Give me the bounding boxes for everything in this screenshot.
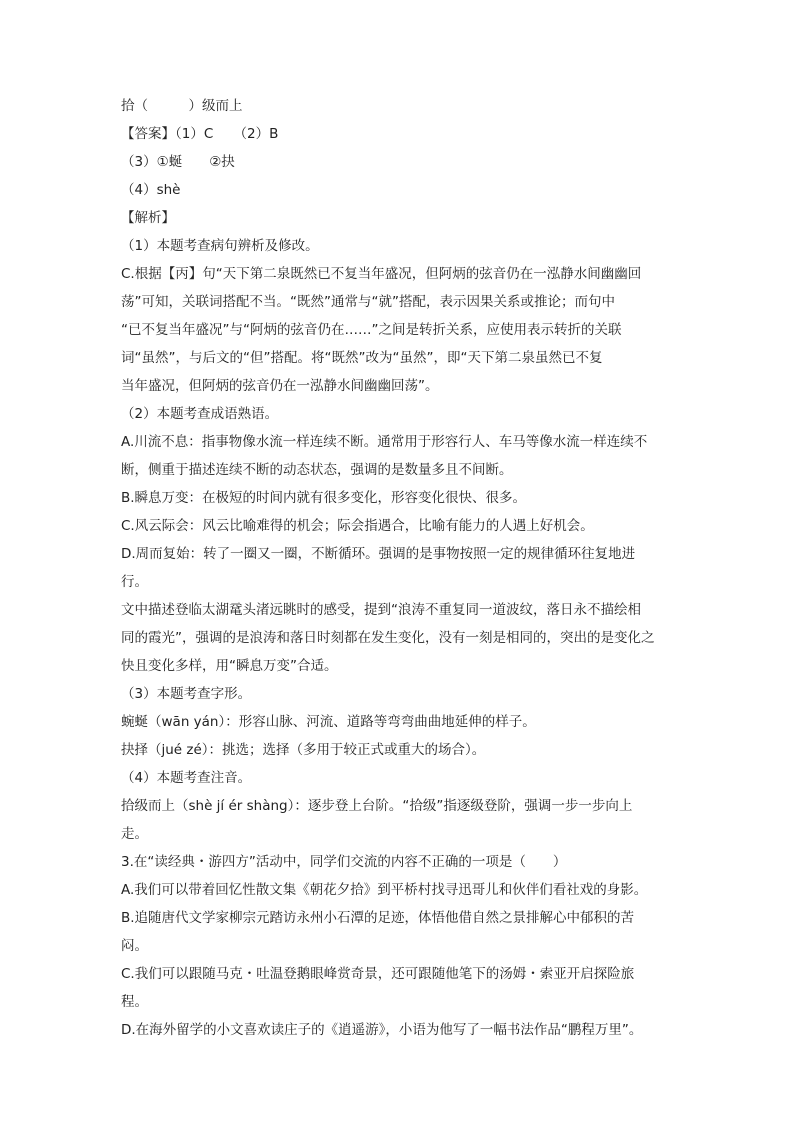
option-c: C.我们可以跟随马克・吐温登鹅眼峰赏奇景，还可跟随他笔下的汤姆・索亚开启探险旅 bbox=[121, 966, 635, 982]
text-line: 拾级而上（shè jí ér shàng）：逐步登上台阶。“拾级”指逐级登阶，强调一步一步向上 bbox=[121, 798, 633, 814]
text-line: C.根据【丙】句“天下第二泉既然已不复当年盛况，但阿炳的弦音仍在一泓静水间幽幽回 bbox=[121, 266, 642, 282]
text-line: A.川流不息：指事物像水流一样连续不断。通常用于形容行人、车马等像水流一样连续不 bbox=[121, 434, 648, 450]
option-d: D.在海外留学的小文喜欢读庄子的《逍遥游》，小语为他写了一幅书法作品“鹏程万里”。 bbox=[121, 1022, 643, 1038]
text-line: （1）本题考查病句辨析及修改。 bbox=[121, 238, 319, 254]
option-b: B.追随唐代文学家柳宗元踏访永州小石潭的足迹，体悟他借自然之景排解心中郁积的苦 bbox=[121, 910, 635, 926]
text-line: （4）本题考查注音。 bbox=[121, 770, 252, 786]
text-line: “已不复当年盛况”与“阿炳的弦音仍在……”之间是转折关系，应使用表示转折的关联 bbox=[121, 322, 622, 338]
option-c: 程。 bbox=[121, 994, 148, 1010]
text-line: 行。 bbox=[121, 574, 148, 590]
option-a: A.我们可以带着回忆性散文集《朝花夕拾》到平桥村找寻迅哥儿和伙伴们看社戏的身影。 bbox=[121, 882, 648, 898]
text-line: C.风云际会：风云比喻难得的机会；际会指遇合，比喻有能力的人遇上好机会。 bbox=[121, 518, 594, 534]
text-line: D.周而复始：转了一圈又一圈，不断循环。强调的是事物按照一定的规律循环往复地进 bbox=[121, 546, 636, 562]
answer-line: （3）①蜒 ②抉 bbox=[121, 154, 235, 170]
text-line: （2）本题考查成语熟语。 bbox=[121, 406, 279, 422]
text-line: 走。 bbox=[121, 826, 148, 842]
text-line: 同的霞光”，强调的是浪涛和落日时刻都在发生变化，没有一刻是相同的，突出的是变化之 bbox=[121, 630, 655, 646]
document-body bbox=[121, 92, 677, 1044]
question-stem: 3.在“读经典・游四方”活动中，同学们交流的内容不正确的一项是（ ） bbox=[121, 854, 567, 870]
text-line: 词“虽然”，与后文的“但”搭配。将“既然”改为“虽然”，即“天下第二泉虽然已不复 bbox=[121, 350, 603, 366]
text-line: B.瞬息万变：在极短的时间内就有很多变化，形容变化很快、很多。 bbox=[121, 490, 527, 506]
option-b: 闷。 bbox=[121, 938, 148, 954]
analysis-heading: 【解析】 bbox=[121, 210, 175, 226]
text-line: 抉择（jué zé）：挑选；选择（多用于较正式或重大的场合）。 bbox=[121, 742, 486, 758]
text-line: 快且变化多样，用“瞬息万变”合适。 bbox=[121, 658, 338, 674]
text-line: 当年盛况，但阿炳的弦音仍在一泓静水间幽幽回荡”。 bbox=[121, 378, 439, 394]
answer-line: （4）shè bbox=[121, 182, 181, 198]
text-line: 文中描述登临太湖鼋头渚远眺时的感受，提到“浪涛不重复同一道波纹，落日永不描绘相 bbox=[121, 602, 641, 618]
text-line: （3）本题考查字形。 bbox=[121, 686, 252, 702]
text-line: 荡”可知，关联词搭配不当。“既然”通常与“就”搭配，表示因果关系或推论；而句中 bbox=[121, 294, 615, 310]
text-line: 蜿蜒（wān yán）：形容山脉、河流、道路等弯弯曲曲地延伸的样子。 bbox=[121, 714, 536, 730]
text-line: 断，侧重于描述连续不断的动态状态，强调的是数量多且不间断。 bbox=[121, 462, 513, 478]
text-line: 拾（ ）级而上 bbox=[121, 98, 243, 114]
answer-line: 【答案】（1）C （2）B bbox=[121, 126, 279, 142]
